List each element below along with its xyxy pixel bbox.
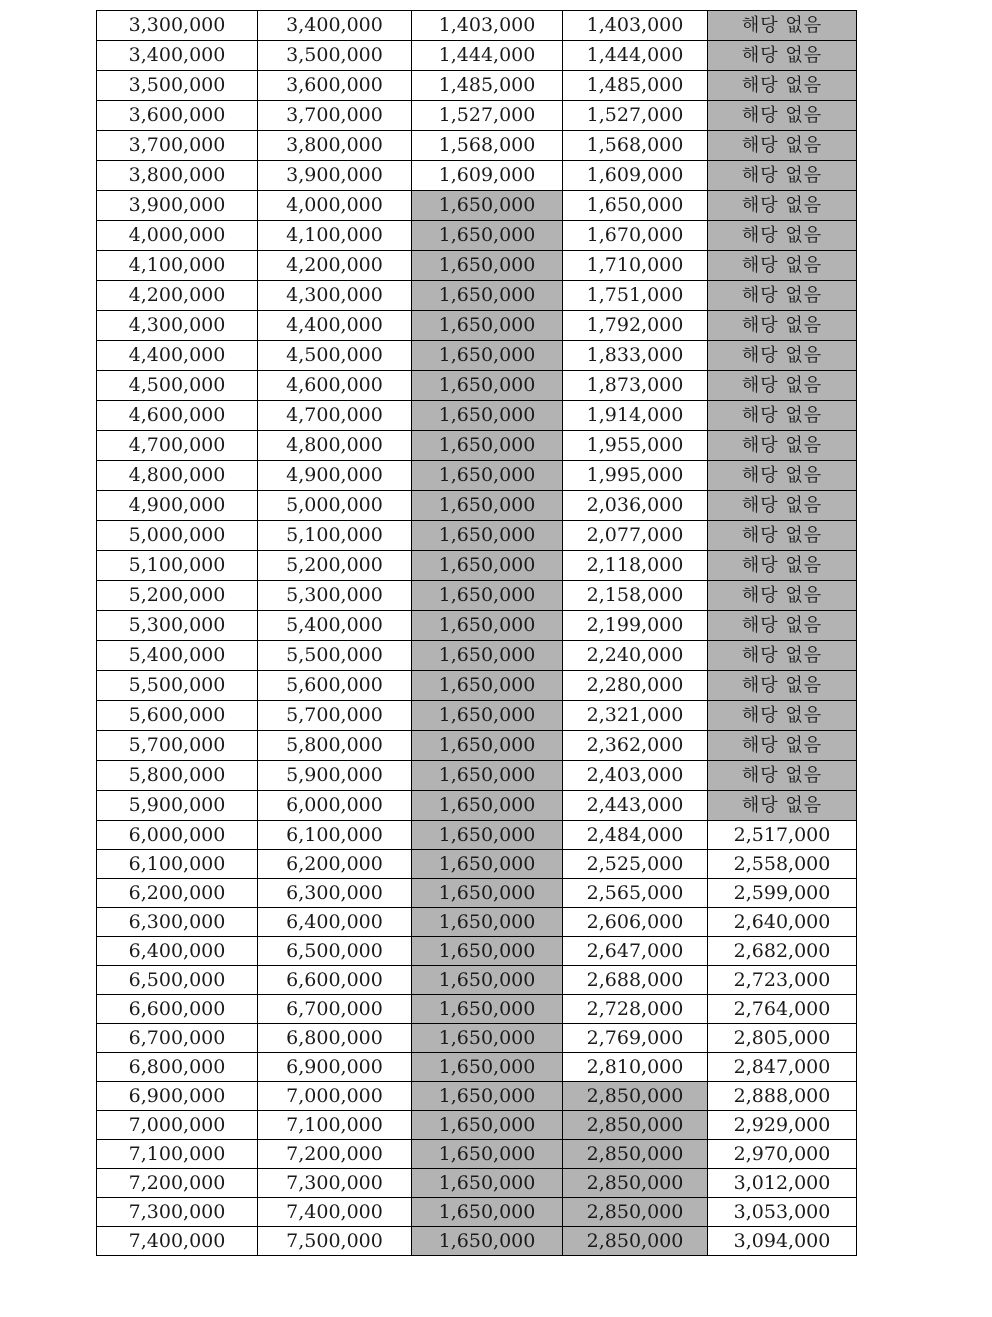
range-to-cell: 4,700,000 [258,401,412,431]
range-from-cell: 6,000,000 [97,821,258,850]
amount-col2-cell: 1,914,000 [563,401,708,431]
amount-col1-cell: 1,444,000 [412,41,563,71]
range-to-cell: 4,900,000 [258,461,412,491]
range-to-cell: 6,300,000 [258,879,412,908]
range-to-cell: 5,400,000 [258,611,412,641]
amount-col3-cell: 해당 없음 [708,71,857,101]
range-from-cell: 5,700,000 [97,731,258,761]
amount-col3-cell: 해당 없음 [708,311,857,341]
amount-col2-cell: 2,565,000 [563,879,708,908]
amount-col3-cell: 해당 없음 [708,281,857,311]
amount-col2-cell: 1,792,000 [563,311,708,341]
table-row [97,71,857,101]
table-row [97,41,857,71]
amount-col3-cell: 해당 없음 [708,161,857,191]
table-row [97,701,857,731]
range-from-cell: 6,600,000 [97,995,258,1024]
amount-col3-cell: 2,929,000 [708,1111,857,1140]
range-to-cell: 4,200,000 [258,251,412,281]
amount-col3-cell: 2,723,000 [708,966,857,995]
amount-col2-cell: 2,525,000 [563,850,708,879]
salary-table [96,10,857,1256]
amount-col2-cell: 1,527,000 [563,101,708,131]
range-from-cell: 4,900,000 [97,491,258,521]
amount-col2-cell: 2,403,000 [563,761,708,791]
table-row [97,1111,857,1140]
amount-col1-cell: 1,650,000 [412,521,563,551]
amount-col1-cell: 1,650,000 [412,281,563,311]
table-row [97,581,857,611]
table-row [97,966,857,995]
amount-col2-cell: 1,751,000 [563,281,708,311]
table-row [97,1140,857,1169]
amount-col3-cell: 2,682,000 [708,937,857,966]
amount-col1-cell: 1,650,000 [412,937,563,966]
range-to-cell: 6,100,000 [258,821,412,850]
amount-col2-cell: 1,833,000 [563,341,708,371]
range-from-cell: 5,800,000 [97,761,258,791]
amount-col1-cell: 1,650,000 [412,821,563,850]
amount-col1-cell: 1,568,000 [412,131,563,161]
amount-col2-cell: 2,240,000 [563,641,708,671]
amount-col3-cell: 해당 없음 [708,581,857,611]
amount-col2-cell: 2,118,000 [563,551,708,581]
range-from-cell: 5,600,000 [97,701,258,731]
amount-col1-cell: 1,650,000 [412,311,563,341]
range-from-cell: 5,400,000 [97,641,258,671]
table-row [97,1082,857,1111]
amount-col3-cell: 해당 없음 [708,701,857,731]
amount-col1-cell: 1,650,000 [412,761,563,791]
amount-col3-cell: 해당 없음 [708,731,857,761]
amount-col1-cell: 1,650,000 [412,1053,563,1082]
range-to-cell: 3,700,000 [258,101,412,131]
amount-col3-cell: 해당 없음 [708,761,857,791]
range-from-cell: 3,500,000 [97,71,258,101]
amount-col2-cell: 1,670,000 [563,221,708,251]
range-from-cell: 5,000,000 [97,521,258,551]
amount-col3-cell: 해당 없음 [708,671,857,701]
amount-col3-cell: 3,094,000 [708,1227,857,1256]
amount-col3-cell: 해당 없음 [708,251,857,281]
amount-col2-cell: 2,728,000 [563,995,708,1024]
range-from-cell: 4,300,000 [97,311,258,341]
amount-col3-cell: 해당 없음 [708,11,857,41]
amount-col3-cell: 해당 없음 [708,371,857,401]
table-row [97,491,857,521]
amount-col3-cell: 해당 없음 [708,521,857,551]
amount-col2-cell: 2,850,000 [563,1169,708,1198]
range-from-cell: 3,800,000 [97,161,258,191]
table-row [97,1227,857,1256]
table-row [97,431,857,461]
amount-col3-cell: 해당 없음 [708,461,857,491]
range-to-cell: 4,300,000 [258,281,412,311]
range-from-cell: 6,100,000 [97,850,258,879]
amount-col3-cell: 해당 없음 [708,101,857,131]
amount-col1-cell: 1,609,000 [412,161,563,191]
range-to-cell: 6,400,000 [258,908,412,937]
range-to-cell: 5,100,000 [258,521,412,551]
range-to-cell: 4,500,000 [258,341,412,371]
amount-col3-cell: 3,053,000 [708,1198,857,1227]
table-row [97,281,857,311]
range-to-cell: 7,300,000 [258,1169,412,1198]
table-row [97,821,857,850]
amount-col1-cell: 1,650,000 [412,1198,563,1227]
amount-col3-cell: 해당 없음 [708,491,857,521]
table-row [97,341,857,371]
range-from-cell: 3,700,000 [97,131,258,161]
table-row [97,731,857,761]
amount-col2-cell: 2,647,000 [563,937,708,966]
amount-col2-cell: 1,568,000 [563,131,708,161]
amount-col1-cell: 1,650,000 [412,1111,563,1140]
amount-col1-cell: 1,650,000 [412,641,563,671]
amount-col3-cell: 해당 없음 [708,41,857,71]
table-row [97,191,857,221]
amount-col3-cell: 2,640,000 [708,908,857,937]
table-row [97,551,857,581]
range-to-cell: 4,000,000 [258,191,412,221]
amount-col1-cell: 1,650,000 [412,850,563,879]
table-row [97,995,857,1024]
amount-col3-cell: 해당 없음 [708,611,857,641]
amount-col1-cell: 1,650,000 [412,191,563,221]
amount-col2-cell: 2,688,000 [563,966,708,995]
range-to-cell: 4,800,000 [258,431,412,461]
range-from-cell: 5,100,000 [97,551,258,581]
amount-col2-cell: 1,955,000 [563,431,708,461]
range-from-cell: 5,200,000 [97,581,258,611]
range-to-cell: 3,600,000 [258,71,412,101]
amount-col2-cell: 2,199,000 [563,611,708,641]
table-row [97,611,857,641]
amount-col2-cell: 2,850,000 [563,1082,708,1111]
amount-col3-cell: 2,764,000 [708,995,857,1024]
table-row [97,371,857,401]
range-to-cell: 3,800,000 [258,131,412,161]
amount-col1-cell: 1,650,000 [412,341,563,371]
table-row [97,791,857,821]
range-to-cell: 6,800,000 [258,1024,412,1053]
amount-col1-cell: 1,650,000 [412,221,563,251]
amount-col2-cell: 1,710,000 [563,251,708,281]
range-to-cell: 5,600,000 [258,671,412,701]
table-row [97,1053,857,1082]
amount-col2-cell: 1,403,000 [563,11,708,41]
amount-col3-cell: 2,558,000 [708,850,857,879]
range-to-cell: 5,700,000 [258,701,412,731]
amount-col1-cell: 1,650,000 [412,791,563,821]
amount-col2-cell: 1,609,000 [563,161,708,191]
table-row [97,641,857,671]
range-from-cell: 6,400,000 [97,937,258,966]
range-from-cell: 7,100,000 [97,1140,258,1169]
amount-col1-cell: 1,650,000 [412,966,563,995]
amount-col2-cell: 2,484,000 [563,821,708,850]
amount-col3-cell: 해당 없음 [708,791,857,821]
amount-col1-cell: 1,650,000 [412,581,563,611]
amount-col1-cell: 1,650,000 [412,1140,563,1169]
amount-col2-cell: 2,850,000 [563,1198,708,1227]
amount-col2-cell: 1,650,000 [563,191,708,221]
amount-col1-cell: 1,650,000 [412,908,563,937]
table-row [97,101,857,131]
amount-col1-cell: 1,650,000 [412,995,563,1024]
range-from-cell: 7,200,000 [97,1169,258,1198]
amount-col3-cell: 2,970,000 [708,1140,857,1169]
amount-col1-cell: 1,650,000 [412,551,563,581]
range-to-cell: 7,200,000 [258,1140,412,1169]
amount-col1-cell: 1,650,000 [412,611,563,641]
amount-col2-cell: 2,158,000 [563,581,708,611]
amount-col3-cell: 해당 없음 [708,551,857,581]
range-to-cell: 5,500,000 [258,641,412,671]
range-to-cell: 5,200,000 [258,551,412,581]
range-to-cell: 7,100,000 [258,1111,412,1140]
table-row [97,671,857,701]
amount-col3-cell: 해당 없음 [708,221,857,251]
range-to-cell: 3,400,000 [258,11,412,41]
range-from-cell: 6,700,000 [97,1024,258,1053]
amount-col1-cell: 1,650,000 [412,1082,563,1111]
amount-col2-cell: 2,850,000 [563,1227,708,1256]
table-row [97,761,857,791]
range-to-cell: 6,500,000 [258,937,412,966]
table-row [97,521,857,551]
amount-col3-cell: 해당 없음 [708,341,857,371]
range-from-cell: 4,600,000 [97,401,258,431]
range-to-cell: 6,200,000 [258,850,412,879]
range-from-cell: 7,000,000 [97,1111,258,1140]
amount-col2-cell: 2,077,000 [563,521,708,551]
range-from-cell: 4,700,000 [97,431,258,461]
range-from-cell: 3,600,000 [97,101,258,131]
amount-col2-cell: 2,810,000 [563,1053,708,1082]
amount-col1-cell: 1,650,000 [412,731,563,761]
amount-col3-cell: 2,847,000 [708,1053,857,1082]
table-row [97,1198,857,1227]
table-row [97,461,857,491]
range-from-cell: 4,400,000 [97,341,258,371]
amount-col1-cell: 1,527,000 [412,101,563,131]
range-from-cell: 5,900,000 [97,791,258,821]
amount-col2-cell: 2,443,000 [563,791,708,821]
amount-col2-cell: 2,362,000 [563,731,708,761]
range-from-cell: 6,900,000 [97,1082,258,1111]
table-row [97,221,857,251]
amount-col2-cell: 2,850,000 [563,1140,708,1169]
range-to-cell: 5,900,000 [258,761,412,791]
table-row [97,311,857,341]
amount-col3-cell: 2,888,000 [708,1082,857,1111]
range-from-cell: 5,500,000 [97,671,258,701]
table-row [97,131,857,161]
table-row [97,937,857,966]
salary-table-body [97,11,857,1256]
range-from-cell: 6,800,000 [97,1053,258,1082]
range-from-cell: 6,300,000 [97,908,258,937]
amount-col3-cell: 해당 없음 [708,641,857,671]
range-from-cell: 7,400,000 [97,1227,258,1256]
amount-col1-cell: 1,650,000 [412,491,563,521]
amount-col2-cell: 2,606,000 [563,908,708,937]
amount-col3-cell: 해당 없음 [708,431,857,461]
amount-col2-cell: 1,444,000 [563,41,708,71]
range-from-cell: 7,300,000 [97,1198,258,1227]
amount-col1-cell: 1,650,000 [412,1227,563,1256]
amount-col1-cell: 1,650,000 [412,701,563,731]
range-from-cell: 4,100,000 [97,251,258,281]
range-from-cell: 5,300,000 [97,611,258,641]
range-to-cell: 4,100,000 [258,221,412,251]
range-to-cell: 6,900,000 [258,1053,412,1082]
amount-col1-cell: 1,650,000 [412,671,563,701]
range-from-cell: 3,400,000 [97,41,258,71]
amount-col3-cell: 2,805,000 [708,1024,857,1053]
range-to-cell: 5,800,000 [258,731,412,761]
range-to-cell: 4,600,000 [258,371,412,401]
range-from-cell: 6,500,000 [97,966,258,995]
table-row [97,850,857,879]
range-from-cell: 4,200,000 [97,281,258,311]
amount-col1-cell: 1,650,000 [412,1024,563,1053]
table-row [97,879,857,908]
range-from-cell: 4,000,000 [97,221,258,251]
range-to-cell: 3,500,000 [258,41,412,71]
amount-col1-cell: 1,650,000 [412,251,563,281]
range-to-cell: 5,300,000 [258,581,412,611]
range-from-cell: 3,900,000 [97,191,258,221]
amount-col3-cell: 해당 없음 [708,401,857,431]
amount-col1-cell: 1,403,000 [412,11,563,41]
table-row [97,1169,857,1198]
range-to-cell: 7,500,000 [258,1227,412,1256]
table-row [97,161,857,191]
amount-col1-cell: 1,650,000 [412,1169,563,1198]
amount-col2-cell: 2,036,000 [563,491,708,521]
amount-col2-cell: 1,873,000 [563,371,708,401]
amount-col2-cell: 1,485,000 [563,71,708,101]
range-to-cell: 5,000,000 [258,491,412,521]
amount-col1-cell: 1,650,000 [412,401,563,431]
amount-col1-cell: 1,650,000 [412,431,563,461]
range-from-cell: 4,500,000 [97,371,258,401]
amount-col2-cell: 1,995,000 [563,461,708,491]
range-from-cell: 4,800,000 [97,461,258,491]
amount-col3-cell: 2,599,000 [708,879,857,908]
range-to-cell: 3,900,000 [258,161,412,191]
amount-col1-cell: 1,650,000 [412,879,563,908]
range-to-cell: 6,000,000 [258,791,412,821]
amount-col1-cell: 1,650,000 [412,371,563,401]
amount-col2-cell: 2,280,000 [563,671,708,701]
table-row [97,1024,857,1053]
amount-col2-cell: 2,769,000 [563,1024,708,1053]
table-row [97,908,857,937]
range-to-cell: 6,600,000 [258,966,412,995]
range-to-cell: 7,400,000 [258,1198,412,1227]
table-row [97,401,857,431]
range-to-cell: 4,400,000 [258,311,412,341]
amount-col3-cell: 2,517,000 [708,821,857,850]
table-row [97,11,857,41]
range-from-cell: 6,200,000 [97,879,258,908]
range-to-cell: 7,000,000 [258,1082,412,1111]
amount-col3-cell: 3,012,000 [708,1169,857,1198]
amount-col2-cell: 2,321,000 [563,701,708,731]
amount-col3-cell: 해당 없음 [708,131,857,161]
table-row [97,251,857,281]
amount-col1-cell: 1,650,000 [412,461,563,491]
amount-col2-cell: 2,850,000 [563,1111,708,1140]
range-to-cell: 6,700,000 [258,995,412,1024]
amount-col1-cell: 1,485,000 [412,71,563,101]
range-from-cell: 3,300,000 [97,11,258,41]
amount-col3-cell: 해당 없음 [708,191,857,221]
